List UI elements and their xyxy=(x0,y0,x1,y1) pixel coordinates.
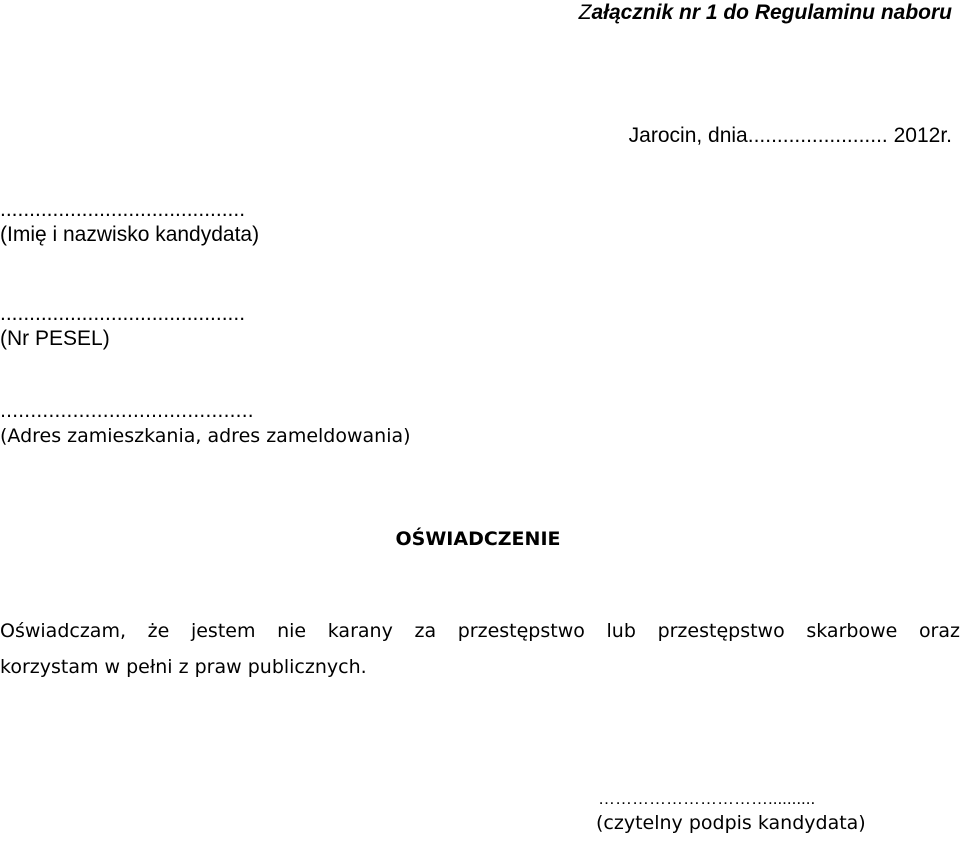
statement-line-2: korzystam w pełni z praw publicznych. xyxy=(0,656,367,678)
document-header-title xyxy=(579,0,952,26)
statement-word: lub xyxy=(606,620,636,642)
candidate-name-label: (Imię i nazwisko kandydata) xyxy=(0,223,260,246)
statement-word: za xyxy=(414,620,437,642)
pesel-label: (Nr PESEL) xyxy=(0,327,110,350)
statement-word: Oświadczam, xyxy=(0,620,126,642)
address-blank: .......................................... xyxy=(0,400,254,422)
statement-word: skarbowe xyxy=(806,620,898,642)
pesel-field xyxy=(0,302,245,352)
address-field xyxy=(0,399,411,449)
signature-label: (czytelny podpis kandydata) xyxy=(596,812,866,834)
statement-word: nie xyxy=(277,620,307,642)
header-title-initial: Z xyxy=(578,1,592,24)
header-title-rest: ałącznik nr 1 do Regulaminu naboru xyxy=(591,1,952,24)
candidate-name-field xyxy=(0,198,259,248)
place-date-line: Jarocin, dnia........................ 2012r. xyxy=(628,124,952,147)
statement-heading-text: OŚWIADCZENIE xyxy=(395,528,561,550)
statement-word: przestępstwo xyxy=(457,620,585,642)
statement-word: jestem xyxy=(190,620,256,642)
statement-heading xyxy=(0,526,960,552)
statement-word: że xyxy=(147,620,170,642)
statement-word: przestępstwo xyxy=(657,620,785,642)
statement-line-1 xyxy=(0,613,960,649)
statement-word: oraz xyxy=(918,620,960,642)
signature-blank: ………………………….......... xyxy=(598,789,816,808)
address-label: (Adres zamieszkania, adres zameldowania) xyxy=(0,425,411,447)
statement-word: karany xyxy=(327,620,393,642)
pesel-blank: .......................................... xyxy=(0,302,246,325)
statement-body xyxy=(0,613,960,685)
candidate-name-blank: .......................................... xyxy=(0,198,246,221)
signature-block xyxy=(596,788,898,836)
